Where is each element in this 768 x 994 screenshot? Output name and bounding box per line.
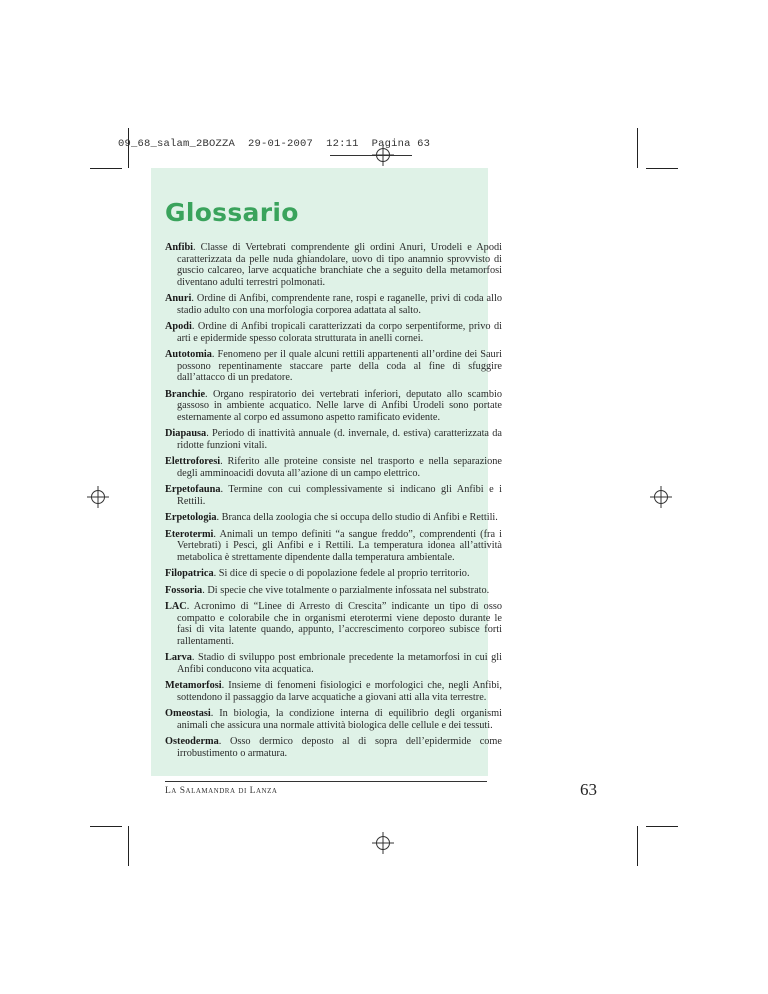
glossary-term: Apodi — [165, 321, 192, 332]
glossary-entry — [165, 242, 502, 288]
glossary-definition: . Animali un tempo definiti “a sangue freddo”, comprendenti (fra i Vertebrati) i Pesci, gli Anfibi e i Rettili. La temperatura idonea all’attività metabolica è strettamente dipendente dalla temperatura ambientale. — [177, 528, 502, 563]
glossary-term: Larva — [165, 652, 192, 663]
page-number: 63 — [580, 780, 597, 799]
glossary-entry — [165, 389, 502, 424]
glossary-entry — [165, 601, 502, 647]
glossary-term: Autotomia — [165, 349, 212, 360]
glossary-term: Elettroforesi — [165, 456, 221, 467]
glossary-term: Erpetologia — [165, 512, 217, 523]
glossary-term: Filopatrica — [165, 568, 214, 579]
registration-mark-icon — [650, 486, 672, 508]
glossary-entry — [165, 293, 502, 316]
slug-file: 09_68_salam_2BOZZA — [118, 138, 236, 150]
glossary-entry — [165, 428, 502, 451]
glossary-entry — [165, 680, 502, 703]
slug-page: Pagina 63 — [371, 138, 431, 150]
glossary-entry — [165, 321, 502, 344]
glossary-definition: . Periodo di inattività annuale (d. invernale, d. estiva) caratterizzata da ridotte funzioni vitali. — [177, 428, 502, 451]
glossary-definition: . Fenomeno per il quale alcuni rettili appartenenti all’ordine dei Sauri possono repentinamente staccare parte della coda al fine di sfuggire dall’attacco di un predatore. — [177, 349, 502, 383]
glossary-term: Metamorfosi — [165, 680, 222, 691]
glossary-definition: . Classe di Vertebrati comprendente gli ordini Anuri, Urodeli e Apodi caratterizzata da pelle nuda ghiandolare, uovo di tipo anamnio sprovvisto di guscio calcareo, larve acquatiche branchiate che a seguito della metamorfosi diventano adulti terrestri polmonati. — [177, 242, 502, 288]
glossary-entry — [165, 529, 502, 564]
glossary-definition: . Insieme di fenomeni fisiologici e morfologici che, negli Anfibi, sottendono il passaggio da larve acquatiche a giovani atti alla vita terrestre. — [177, 680, 502, 703]
glossary-entry — [165, 349, 502, 384]
glossary-list — [165, 242, 502, 764]
footer-rule — [165, 781, 487, 782]
crop-mark — [646, 826, 678, 827]
glossary-entry — [165, 585, 502, 597]
glossary-entry — [165, 736, 502, 759]
slug-underline — [330, 155, 412, 156]
crop-mark — [637, 128, 638, 168]
glossary-definition: . Di specie che vive totalmente o parzialmente infossata nel substrato. — [202, 584, 490, 596]
crop-mark — [90, 826, 122, 827]
glossary-term: Fossoria — [165, 584, 203, 596]
registration-mark-icon — [372, 832, 394, 854]
glossary-entry — [165, 708, 502, 731]
glossary-term: Eterotermi — [165, 528, 214, 540]
glossary-term: Omeostasi — [165, 708, 211, 719]
registration-mark-icon — [87, 486, 109, 508]
glossary-entry — [165, 652, 502, 675]
crop-mark — [90, 168, 122, 169]
glossary-term: Erpetofauna — [165, 484, 221, 495]
glossary-entry — [165, 456, 502, 479]
glossary-term: Diapausa — [165, 428, 207, 439]
glossary-entry — [165, 568, 502, 580]
glossary-definition: . Riferito alle proteine consiste nel trasporto e nella separazione degli amminoacidi dovuta all’azione di un campo elettrico. — [177, 456, 502, 479]
glossary-entry — [165, 512, 502, 524]
glossary-definition: . Stadio di sviluppo post embrionale precedente la metamorfosi in cui gli Anfibi conducono vita acquatica. — [177, 652, 502, 675]
glossary-definition: . Ordine di Anfibi tropicali caratterizzati da corpo serpentiforme, privo di arti e epidermide spesso colorata strutturata in anelli cornei. — [177, 321, 502, 344]
glossary-term: Osteoderma — [165, 736, 219, 747]
glossary-definition: . Ordine di Anfibi, comprendente rane, rospi e raganelle, privi di coda allo stadio adulto con una morfologia corporea adattata al salto. — [177, 293, 502, 316]
glossary-definition: . Si dice di specie o di popolazione fedele al proprio territorio. — [213, 568, 470, 579]
glossary-definition: . Acronimo di “Linee di Arresto di Crescita” indicante un tipo di osso compatto e colorabile che in organismi eterotermi viene deposto durante le fasi di vita latente quando, appunto, l’accrescimento corporeo subisce forti rallentamenti. — [177, 601, 502, 647]
crop-mark — [646, 168, 678, 169]
glossary-entry — [165, 484, 502, 507]
glossary-definition: . Termine con cui complessivamente si indicano gli Anfibi e i Rettili. — [177, 484, 502, 507]
glossary-definition: . In biologia, la condizione interna di equilibrio degli organismi animali che assicura una normale attività biologica delle cellule e dei tessuti. — [177, 708, 502, 731]
crop-mark — [128, 826, 129, 866]
glossary-term: LAC — [165, 601, 187, 612]
crop-mark — [637, 826, 638, 866]
glossary-definition: . Organo respiratorio dei vertebrati inferiori, deputato allo scambio gassoso in ambiente acquatico. Nelle larve di Anfibi Urodeli sono portate esternamente al corpo ed assumono aspetto ramificato evidente. — [177, 388, 502, 423]
glossary-term: Anuri — [165, 293, 192, 304]
glossary-term: Branchie — [165, 388, 206, 400]
footer-book-title: La Salamandra di Lanza — [165, 786, 278, 796]
page-title: Glossario — [165, 198, 299, 227]
slug-date: 29-01-2007 — [248, 138, 314, 150]
glossary-term: Anfibi — [165, 242, 194, 253]
slug-time: 12:11 — [326, 138, 359, 150]
glossary-definition: . Branca della zoologia che si occupa dello studio di Anfibi e Rettili. — [216, 512, 498, 523]
glossary-definition: . Osso dermico deposto al di sopra dell’epidermide come irrobustimento o armatura. — [177, 736, 502, 759]
print-slug — [118, 138, 431, 150]
